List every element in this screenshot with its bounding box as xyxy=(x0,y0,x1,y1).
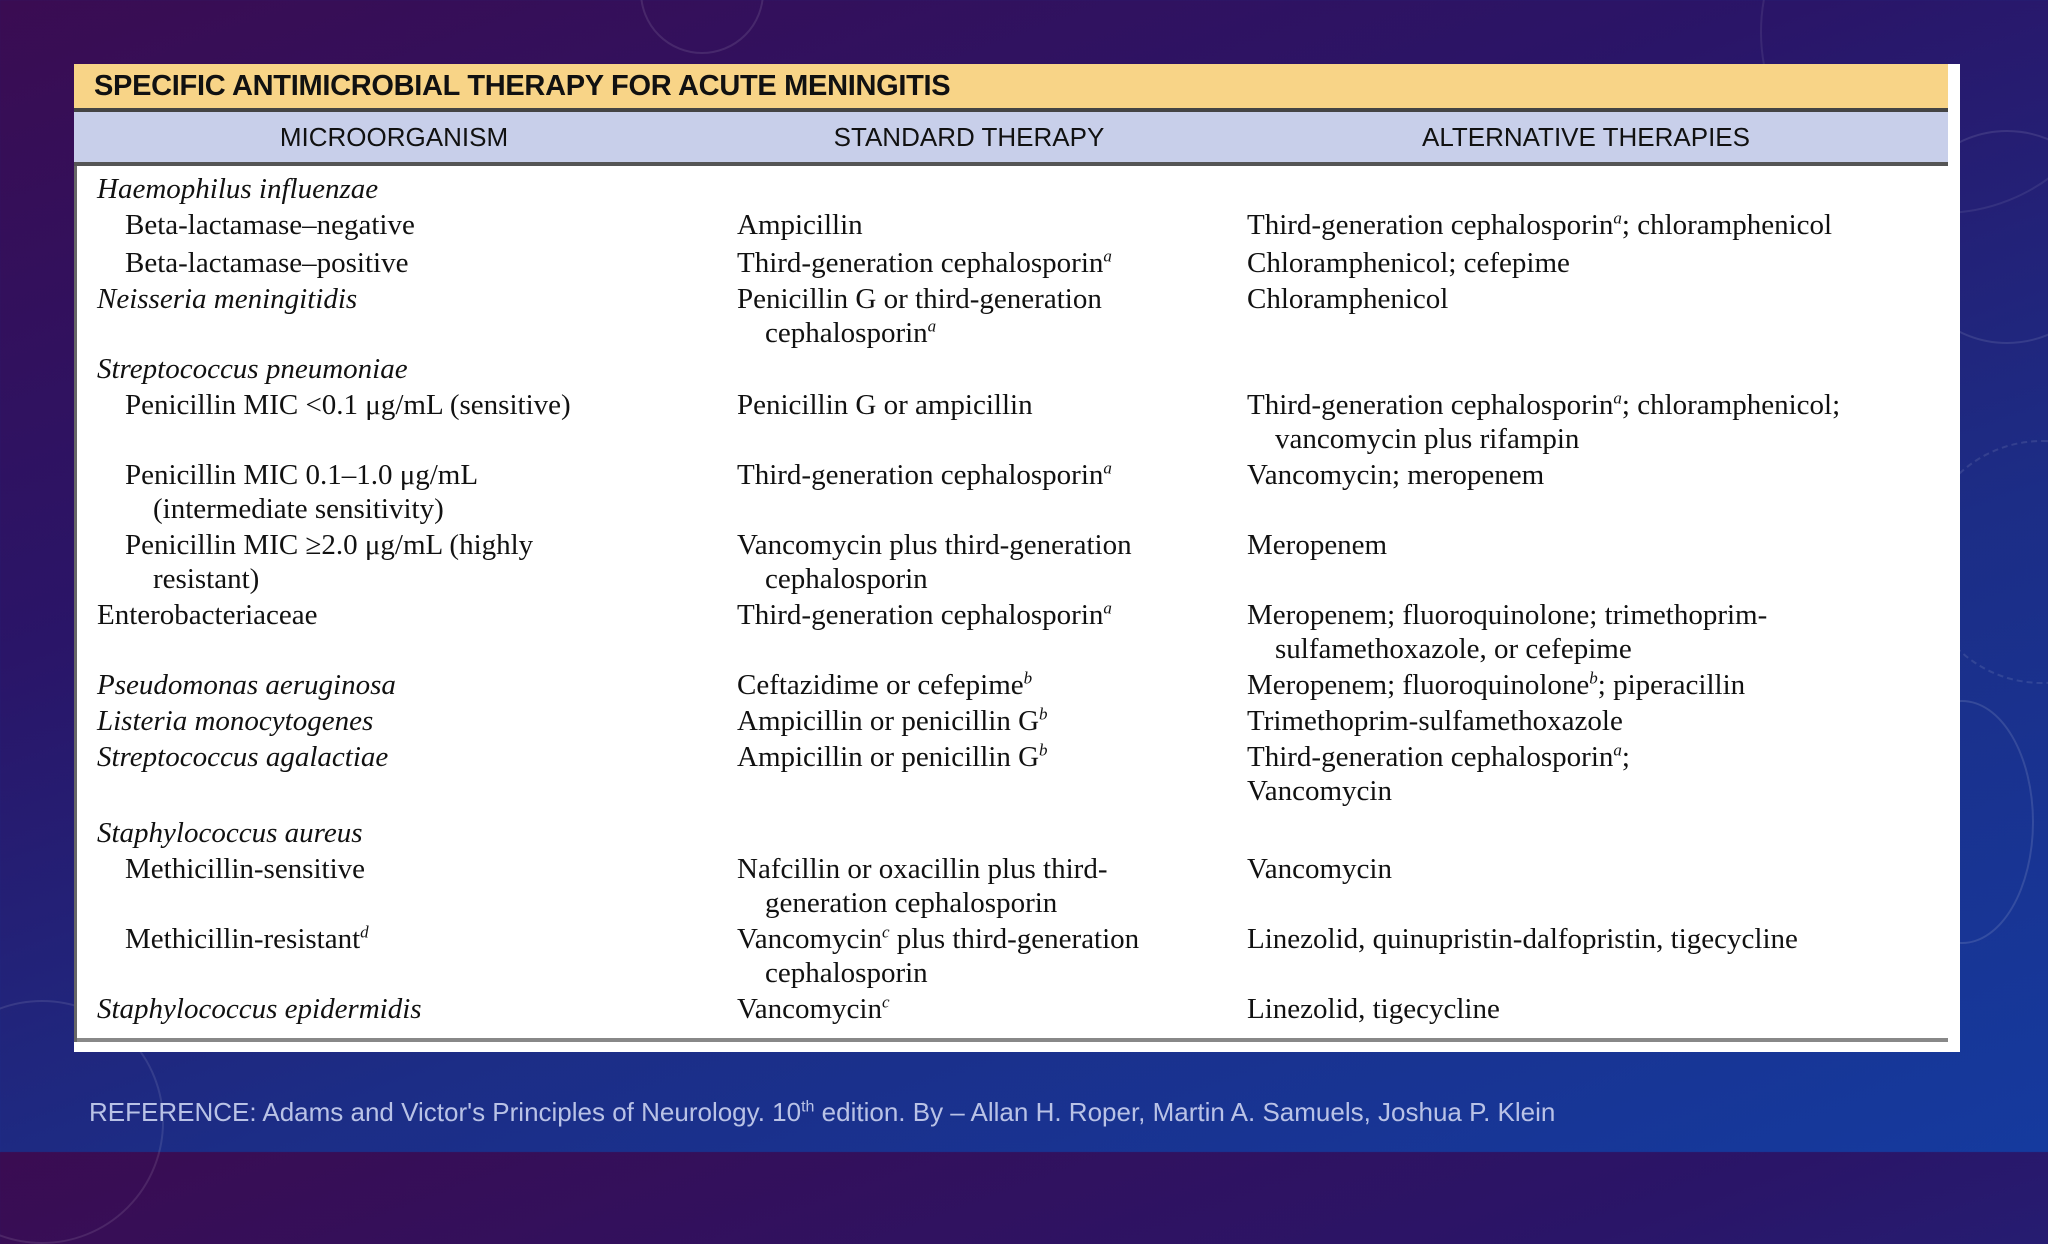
cell-text: ; chloramphenicol xyxy=(1621,209,1833,241)
organism-cell: Streptococcus pneumoniae xyxy=(97,353,408,385)
alternative-therapy-cell xyxy=(1247,668,1745,702)
organism-cell xyxy=(125,922,369,956)
cell-text: Meropenem; fluoroquinolone xyxy=(1247,669,1590,701)
cell-text-continued: vancomycin plus rifampin xyxy=(1275,423,1580,455)
standard-therapy-cell xyxy=(737,852,1107,920)
organism-cell xyxy=(125,458,478,526)
cell-text: Third-generation cephalosporin xyxy=(1247,741,1614,773)
cell-text: Ceftazidime or cefepime xyxy=(737,669,1024,701)
footnote-marker: a xyxy=(927,316,937,336)
cell-text: Penicillin MIC ≥2.0 μg/mL (highly xyxy=(125,529,534,561)
footnote-marker: b xyxy=(1039,704,1048,724)
table-title-bar xyxy=(74,64,1948,112)
alternative-therapy-cell: Chloramphenicol; cefepime xyxy=(1247,247,1570,279)
organism-cell: Methicillin-sensitive xyxy=(125,853,366,885)
cell-text: Ampicillin or penicillin G xyxy=(737,705,1040,737)
alternative-therapy-cell: Chloramphenicol xyxy=(1247,283,1449,315)
table-body xyxy=(74,166,1960,1042)
reference-citation xyxy=(89,1097,1555,1128)
cell-text: Third-generation cephalosporin xyxy=(737,247,1104,279)
cell-text: Meropenem; fluoroquinolone; trimethoprim- xyxy=(1247,599,1768,631)
standard-therapy-cell: Ampicillin xyxy=(737,209,863,241)
organism-cell: Listeria monocytogenes xyxy=(97,705,374,737)
alternative-therapy-cell xyxy=(1247,208,1832,242)
alternative-therapy-cell: Trimethoprim-sulfamethoxazole xyxy=(1247,705,1623,737)
alternative-therapy-cell: Meropenem xyxy=(1247,529,1388,561)
organism-cell: Staphylococcus epidermidis xyxy=(97,993,422,1025)
organism-cell: Beta-lactamase–positive xyxy=(125,247,409,279)
alternative-therapy-cell: Vancomycin; meropenem xyxy=(1247,459,1545,491)
organism-cell xyxy=(125,528,533,596)
column-header-alternative-therapies: ALTERNATIVE THERAPIES xyxy=(1422,121,1750,152)
footnote-marker: c xyxy=(881,992,890,1012)
cell-text-continued: cephalosporin xyxy=(765,957,928,989)
cell-text-continued: generation cephalosporin xyxy=(765,887,1058,919)
cell-text: Nafcillin or oxacillin plus third- xyxy=(737,853,1108,885)
cell-text: Vancomycin xyxy=(737,923,882,955)
reference-text: REFERENCE: Adams and Victor's Principles of Neurology. 10 xyxy=(89,1097,802,1127)
alternative-therapy-cell: Vancomycin xyxy=(1247,853,1392,885)
cell-text: ; xyxy=(1621,741,1630,773)
footnote-marker: a xyxy=(1613,208,1622,228)
cell-text: Ampicillin or penicillin G xyxy=(737,741,1040,773)
standard-therapy-cell xyxy=(737,704,1048,738)
cell-text: Penicillin G or third-generation xyxy=(737,283,1102,315)
standard-therapy-cell xyxy=(737,922,1139,990)
cell-text-continued: resistant) xyxy=(153,563,260,595)
footnote-marker: a xyxy=(1103,598,1112,618)
alternative-therapy-cell xyxy=(1247,388,1840,456)
footnote-marker: c xyxy=(881,922,890,942)
footnote-marker: a xyxy=(1613,388,1622,408)
standard-therapy-cell xyxy=(737,668,1032,702)
organism-cell: Neisseria meningitidis xyxy=(97,283,358,315)
standard-therapy-cell xyxy=(737,598,1112,632)
reference-text: edition. By – Allan H. Roper, Martin A. Samuels, Joshua P. Klein xyxy=(814,1097,1556,1127)
cell-text: ; piperacillin xyxy=(1597,669,1746,701)
organism-cell: Pseudomonas aeruginosa xyxy=(97,669,396,701)
column-header-microorganism: MICROORGANISM xyxy=(279,121,509,152)
alternative-therapy-cell xyxy=(1247,740,1630,808)
footnote-marker: b xyxy=(1589,668,1598,688)
cell-text-continued: (intermediate sensitivity) xyxy=(153,493,444,525)
footnote-marker: b xyxy=(1023,668,1033,688)
table-header-row xyxy=(74,112,1948,166)
alternative-therapy-cell xyxy=(1247,598,1767,666)
cell-text: Third-generation cephalosporin xyxy=(1247,209,1614,241)
standard-therapy-cell xyxy=(737,740,1048,774)
organism-cell: Enterobacteriaceae xyxy=(97,599,318,631)
cell-text-continued: cephalosporin xyxy=(765,563,928,595)
organism-cell: Staphylococcus aureus xyxy=(97,817,363,849)
cell-text: plus third-generation xyxy=(889,923,1140,955)
cell-text-continued: sulfamethoxazole, or cefepime xyxy=(1275,633,1632,665)
organism-cell: Streptococcus agalactiae xyxy=(97,741,389,773)
footnote-marker: d xyxy=(360,922,369,942)
cell-text: Vancomycin plus third-generation xyxy=(737,529,1132,561)
organism-cell: Beta-lactamase–negative xyxy=(125,209,415,241)
decorative-circle xyxy=(640,0,764,54)
therapy-table xyxy=(74,64,1960,1052)
standard-therapy-cell xyxy=(737,992,890,1026)
standard-therapy-cell xyxy=(737,246,1112,280)
standard-therapy-cell: Penicillin G or ampicillin xyxy=(737,389,1033,421)
cell-text: Third-generation cephalosporin xyxy=(1247,389,1614,421)
footnote-marker: a xyxy=(1103,458,1112,478)
cell-text: ; chloramphenicol; xyxy=(1621,389,1841,421)
column-header-standard-therapy: STANDARD THERAPY xyxy=(833,121,1105,152)
alternative-therapy-cell: Linezolid, quinupristin-dalfopristin, tigecycline xyxy=(1247,923,1798,955)
cell-text: Third-generation cephalosporin xyxy=(737,599,1104,631)
cell-text: Vancomycin xyxy=(737,993,882,1025)
standard-therapy-cell xyxy=(737,282,1102,350)
standard-therapy-cell xyxy=(737,458,1112,492)
cell-text: cephalosporin xyxy=(765,317,928,349)
cell-text-continued: Vancomycin xyxy=(1247,775,1392,807)
cell-text: Penicillin MIC 0.1–1.0 μg/mL xyxy=(125,459,479,491)
reference-superscript: th xyxy=(801,1098,815,1116)
cell-text-continued xyxy=(737,316,1102,350)
footnote-marker: b xyxy=(1039,740,1048,760)
footnote-marker: a xyxy=(1103,246,1112,266)
cell-text: Third-generation cephalosporin xyxy=(737,459,1104,491)
cell-text: Methicillin-resistant xyxy=(125,923,361,955)
table-title: SPECIFIC ANTIMICROBIAL THERAPY FOR ACUTE MENINGITIS xyxy=(94,69,951,102)
standard-therapy-cell xyxy=(737,528,1132,596)
alternative-therapy-cell: Linezolid, tigecycline xyxy=(1247,993,1500,1025)
footnote-marker: a xyxy=(1613,740,1622,760)
organism-cell: Haemophilus influenzae xyxy=(97,173,379,205)
organism-cell: Penicillin MIC <0.1 μg/mL (sensitive) xyxy=(125,389,571,421)
